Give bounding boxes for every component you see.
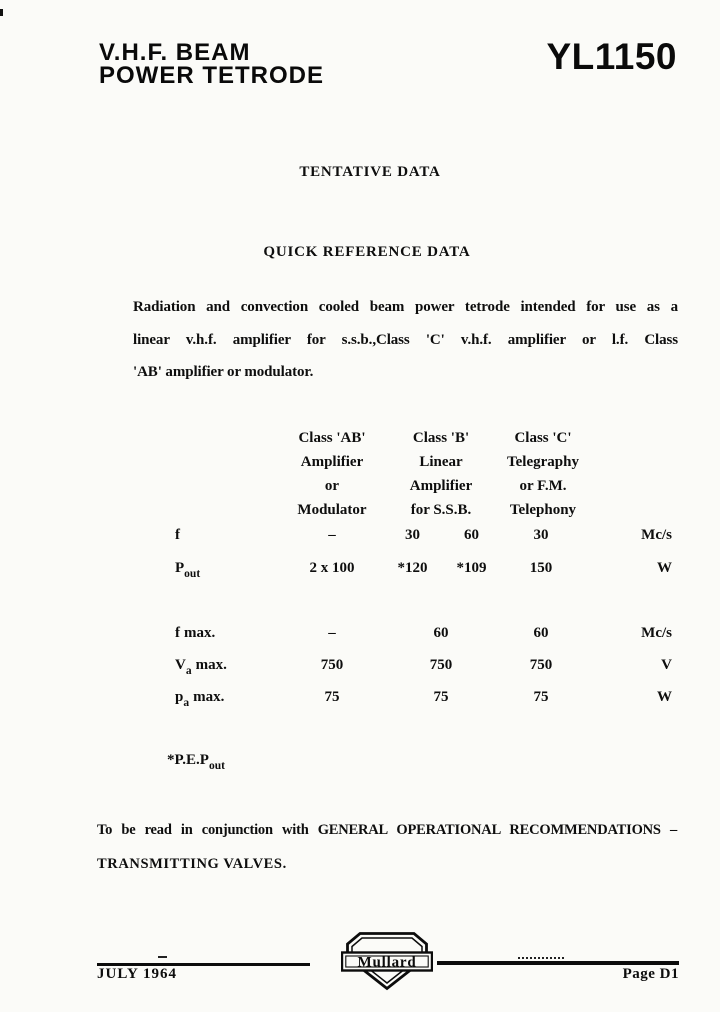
table-row-vamax [0,657,720,679]
table-col-header-class-c [495,426,591,522]
scan-artifact [0,9,3,16]
value-class-ab: 2 x 100 [309,560,355,576]
value-class-b: 750 [429,657,453,673]
table-row-f [0,527,720,549]
description-line2: linear v.h.f. amplifier for s.s.b.,Class 'C' v.h.f. amplifier or l.f. Class [133,331,678,348]
row-unit: Mc/s [641,527,672,543]
col-c-line3: or F.M. [519,478,567,494]
quick-reference-heading: QUICK REFERENCE DATA [263,244,471,260]
table-row-pamax [0,689,720,711]
value-class-ab: – [328,625,336,641]
row-unit: W [657,560,672,576]
row-unit: W [657,689,672,705]
value-class-b-1: 30 [405,527,420,543]
footnote-subscript: out [208,759,225,772]
product-title-line1: V.H.F. BEAM [99,39,251,66]
description-line3: 'AB' amplifier or modulator. [133,364,314,380]
col-c-line2: Telegraphy [507,454,579,470]
value-class-b-2: 60 [464,527,479,543]
value-class-c: 750 [529,657,553,673]
row-label: f [175,527,180,543]
scan-artifact [158,956,167,958]
row-unit: V [661,657,672,673]
table-col-header-class-ab [272,426,392,522]
col-b-line2: Linear [419,454,463,470]
col-b-line3: Amplifier [409,478,473,494]
col-ab-line1: Class 'AB' [298,430,366,446]
col-b-line1: Class 'B' [412,430,470,446]
table-col-header-class-b [385,426,497,522]
product-title [99,41,324,87]
col-ab-line3: or [324,478,340,494]
mullard-shield-icon [341,931,433,993]
table-row-pout [0,560,720,582]
reference-note-line2: TRANSMITTING VALVES. [97,855,287,872]
table-footnote [167,752,225,772]
value-class-c: 60 [533,625,549,641]
value-class-c: 75 [533,689,549,705]
value-class-c: 30 [533,527,549,543]
row-label: $P_{out}$ [175,560,201,580]
col-ab-line2: Amplifier [300,454,364,470]
value-class-b-2: *109 [456,560,487,576]
value-class-b-1: *120 [397,560,428,576]
row-label: $p_a$ max. [175,689,225,709]
col-c-line4: Telephony [509,502,577,518]
description-paragraph [133,291,678,389]
footer-page-number: Page D1 [622,966,679,982]
scan-artifact [518,957,564,959]
footer-date: JULY 1964 [97,966,177,982]
col-c-line1: Class 'C' [514,430,572,446]
description-line1: Radiation and convection cooled beam power tetrode intended for use as a [133,299,678,315]
value-class-ab: 75 [324,689,340,705]
row-unit: Mc/s [641,625,672,641]
col-b-line4: for S.S.B. [410,502,472,518]
footnote-text: *P.E.P [167,752,209,768]
mullard-logo-text: Mullard [357,954,417,971]
mullard-logo [341,931,433,998]
col-ab-line4: Modulator [297,502,367,518]
reference-note-line1: To be read in conjunction with GENERAL OPERATIONAL RECOMMENDATIONS – [97,822,677,838]
value-class-c: 150 [529,560,553,576]
value-class-ab: – [328,527,336,543]
value-class-b: 60 [433,625,449,641]
value-class-b: 75 [433,689,449,705]
table-row-fmax [0,625,720,647]
value-class-ab: 750 [320,657,344,673]
tentative-data-heading: TENTATIVE DATA [299,164,441,180]
reference-note [97,814,677,881]
footer-rule-right [437,961,679,965]
row-label: $V_a$ max. [175,657,227,677]
row-label: f max. [175,625,216,641]
product-title-line2: POWER TETRODE [99,62,325,89]
part-number: YL1150 [546,36,677,77]
